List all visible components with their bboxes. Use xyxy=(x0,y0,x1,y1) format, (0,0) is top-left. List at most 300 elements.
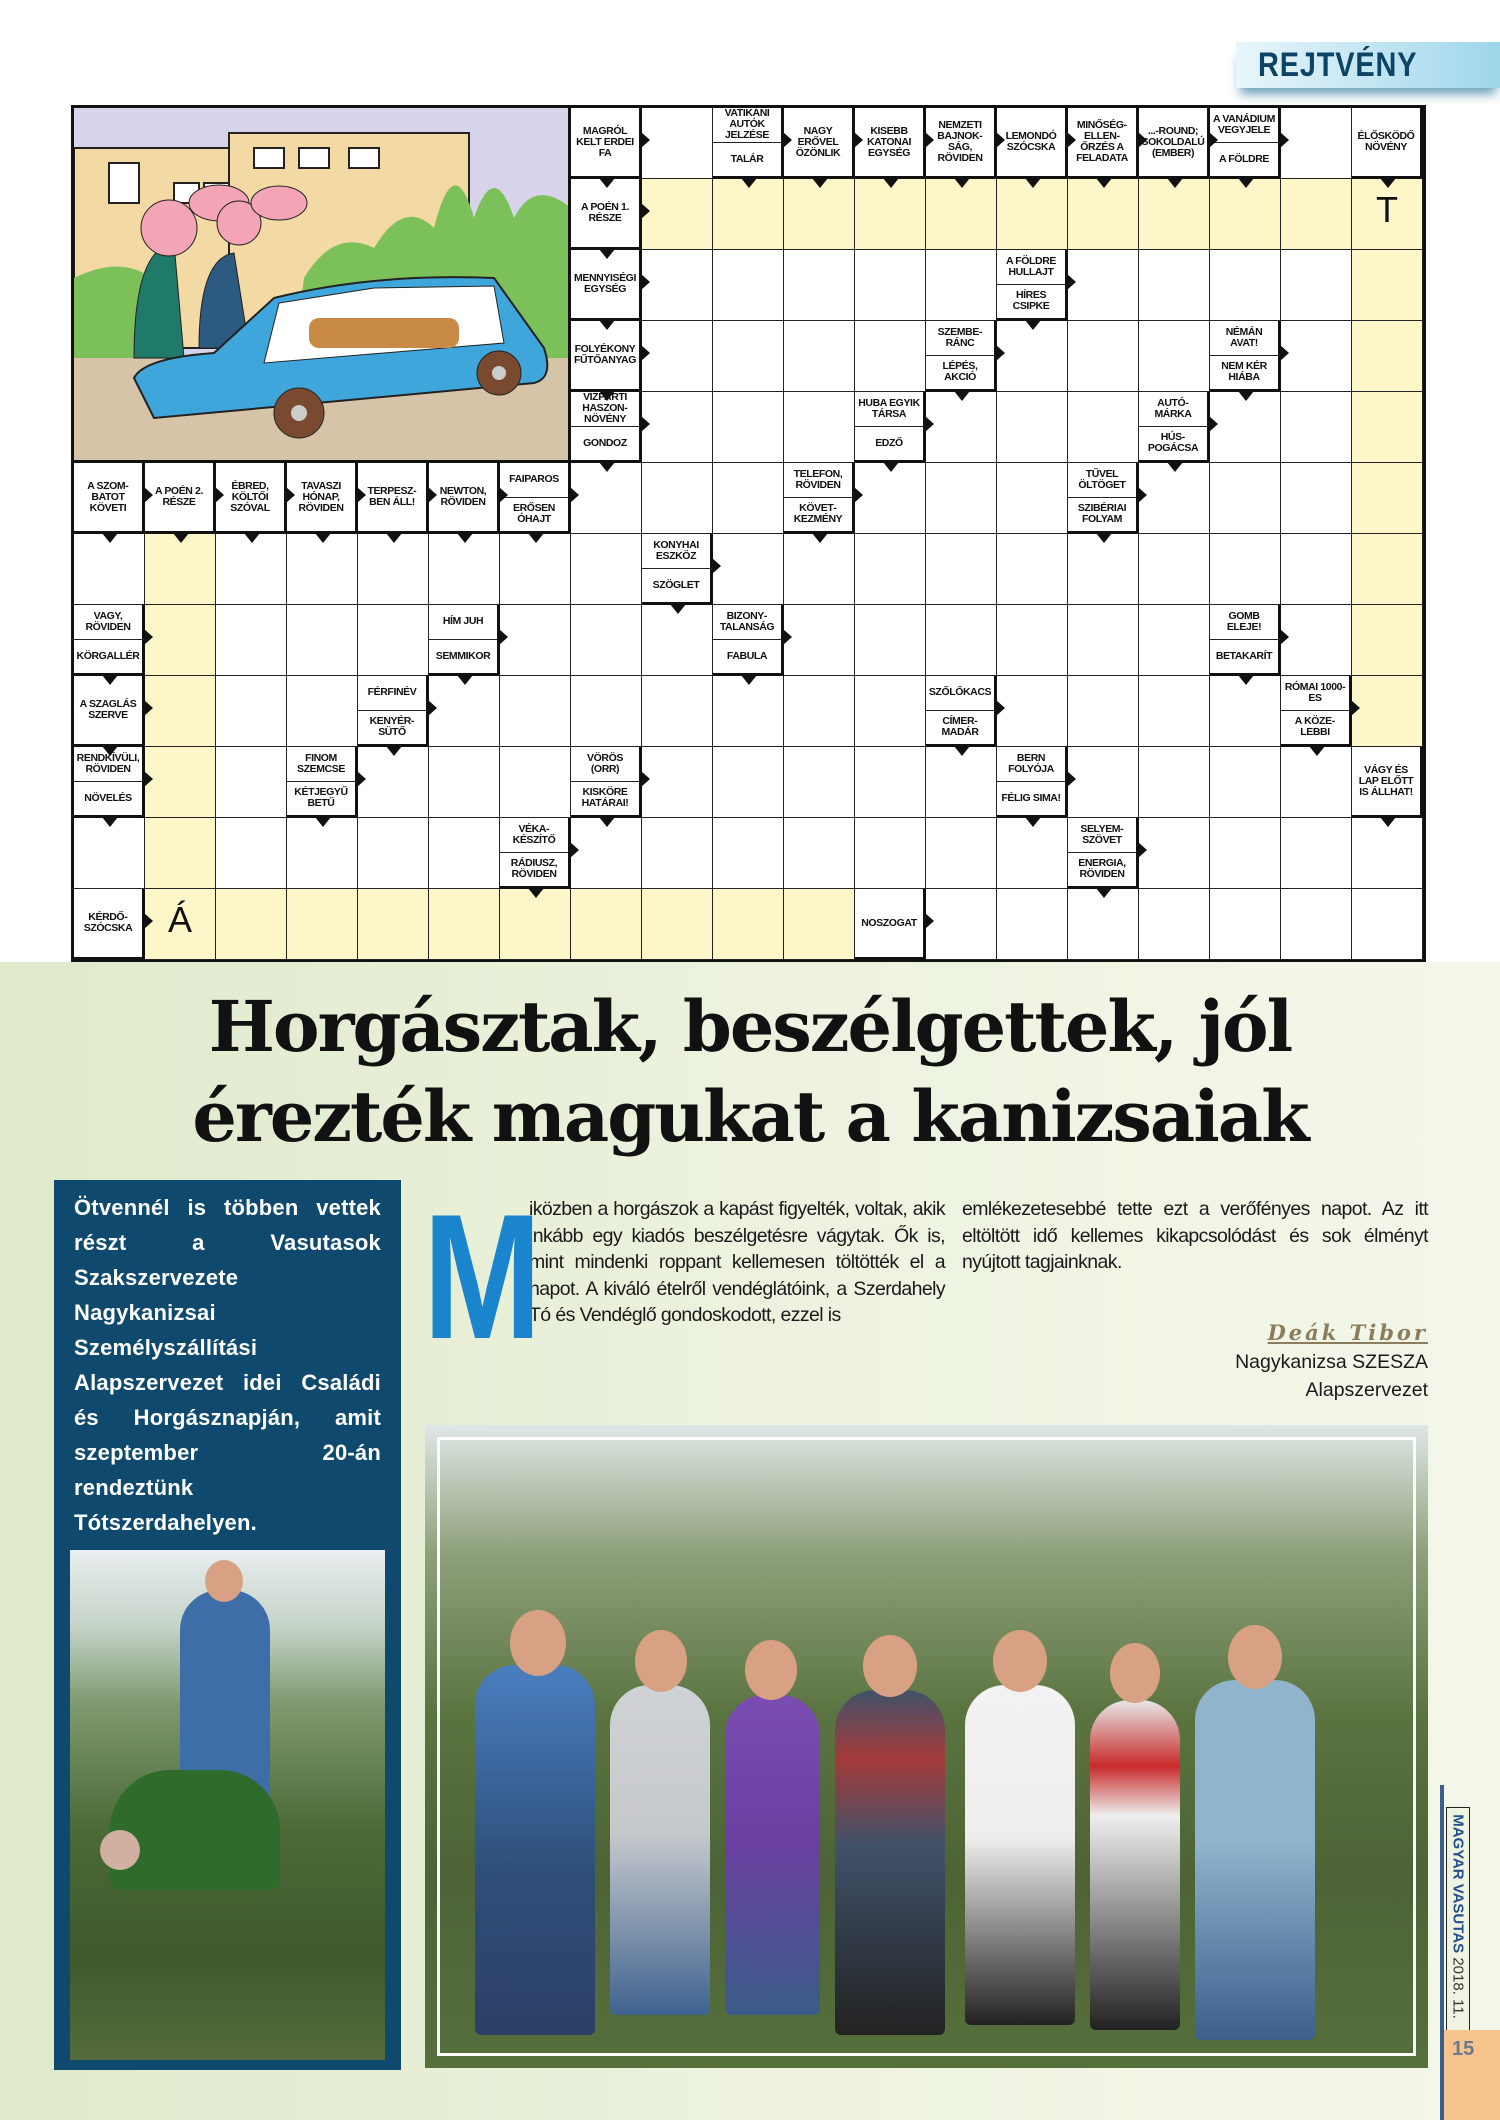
arrow-down-icon xyxy=(1096,178,1112,188)
crossword-clue-cell xyxy=(1068,108,1139,179)
crossword-cell[interactable] xyxy=(855,747,926,818)
arrow-right-icon xyxy=(499,629,508,645)
arrow-down-icon xyxy=(1167,462,1183,472)
crossword-cell[interactable] xyxy=(642,605,713,676)
arrow-down-icon xyxy=(457,533,473,543)
crossword-cell[interactable] xyxy=(287,605,358,676)
arrow-right-icon xyxy=(570,487,579,503)
arrow-down-icon xyxy=(528,533,544,543)
crossword-cell[interactable] xyxy=(1139,605,1210,676)
crossword-cell-solution[interactable] xyxy=(997,179,1068,250)
crossword-cell[interactable] xyxy=(855,250,926,321)
crossword-cell[interactable] xyxy=(1281,463,1352,534)
crossword-cell-solution[interactable] xyxy=(1210,179,1281,250)
arrow-right-icon xyxy=(499,487,508,503)
crossword-cell[interactable] xyxy=(997,889,1068,960)
crossword-cell[interactable] xyxy=(713,250,784,321)
crossword-cell-solution[interactable] xyxy=(145,534,216,605)
crossword-cell-solution[interactable] xyxy=(1352,179,1423,250)
crossword-cell[interactable] xyxy=(926,818,997,889)
crossword-clue-cell xyxy=(713,108,784,179)
crossword-cell[interactable] xyxy=(1068,321,1139,392)
crossword-cell[interactable] xyxy=(429,676,500,747)
crossword-clue: SZEMBERÁNC xyxy=(937,325,983,349)
arrow-right-icon xyxy=(286,487,295,503)
arrow-down-icon xyxy=(954,746,970,756)
arrow-right-icon xyxy=(357,487,366,503)
arrow-down-icon xyxy=(1096,888,1112,898)
crossword-cell[interactable] xyxy=(571,818,642,889)
crossword-cell-solution[interactable] xyxy=(429,889,500,960)
crossword-cell[interactable] xyxy=(1068,534,1139,605)
arrow-right-icon xyxy=(1280,132,1289,148)
crossword-cell[interactable] xyxy=(713,463,784,534)
photo-person-head xyxy=(635,1630,687,1692)
crossword-cell[interactable] xyxy=(1139,534,1210,605)
crossword-cell[interactable] xyxy=(855,676,926,747)
crossword-clue-cell xyxy=(571,747,642,818)
crossword-cell[interactable] xyxy=(713,321,784,392)
crossword-cell-solution[interactable] xyxy=(216,889,287,960)
crossword-cell[interactable] xyxy=(855,463,926,534)
crossword-cell[interactable] xyxy=(997,534,1068,605)
crossword-cell-solution[interactable] xyxy=(1139,179,1210,250)
crossword-cell[interactable] xyxy=(784,250,855,321)
crossword-cell[interactable] xyxy=(287,534,358,605)
crossword-cartoon xyxy=(74,108,571,463)
crossword-clue-cell xyxy=(74,605,145,676)
arrow-down-icon xyxy=(1167,178,1183,188)
crossword-clue-cell xyxy=(926,676,997,747)
crossword-clue-cell xyxy=(1210,108,1281,179)
crossword-clue-cell xyxy=(571,321,642,392)
crossword-clue: TALÁR xyxy=(713,142,781,177)
arrow-down-icon xyxy=(457,675,473,685)
crossword-cell[interactable] xyxy=(713,392,784,463)
crossword-cell[interactable] xyxy=(642,818,713,889)
crossword-cell[interactable] xyxy=(1281,534,1352,605)
crossword-clue: NÉMÁN AVAT! xyxy=(1225,325,1263,349)
crossword-cell[interactable] xyxy=(1281,250,1352,321)
arrow-right-icon xyxy=(570,842,579,858)
crossword-cell[interactable] xyxy=(642,676,713,747)
arrow-right-icon xyxy=(428,487,437,503)
arrow-right-icon xyxy=(1067,132,1076,148)
crossword-cell[interactable] xyxy=(74,534,145,605)
arrow-down-icon xyxy=(599,249,615,259)
crossword-cell-solution[interactable] xyxy=(571,889,642,960)
arrow-down-icon xyxy=(599,178,615,188)
crossword-cell[interactable] xyxy=(1139,676,1210,747)
arrow-right-icon xyxy=(925,416,934,432)
crossword-cell[interactable] xyxy=(1210,676,1281,747)
crossword-cell[interactable] xyxy=(1210,463,1281,534)
crossword-clue: VAGY, RÖVIDEN xyxy=(85,609,131,633)
crossword-clue: A KÖZELEBBI xyxy=(1281,710,1349,745)
crossword-cell-solution[interactable] xyxy=(145,889,216,960)
arrow-down-icon xyxy=(599,391,615,401)
crossword-cell[interactable] xyxy=(429,534,500,605)
arrow-down-icon xyxy=(386,533,402,543)
crossword-clue: KÖRGALLÉR xyxy=(74,639,142,674)
crossword-clue-cell xyxy=(1352,108,1423,179)
crossword-cell[interactable] xyxy=(997,463,1068,534)
crossword-cell[interactable] xyxy=(784,747,855,818)
crossword-clue-cell xyxy=(1139,392,1210,463)
photo-person xyxy=(835,1690,945,2035)
crossword-cell[interactable] xyxy=(500,605,571,676)
crossword-clue-cell xyxy=(358,463,429,534)
photo-person-head xyxy=(100,1830,140,1870)
crossword-clue: MINŐSÉGELLENŐRZÉS A FELADATA xyxy=(1076,119,1128,164)
arrow-down-icon xyxy=(315,817,331,827)
crossword-clue-cell xyxy=(287,463,358,534)
photo-person xyxy=(475,1665,595,2035)
crossword-cell[interactable] xyxy=(571,534,642,605)
arrow-down-icon xyxy=(1096,533,1112,543)
crossword-cell[interactable] xyxy=(713,676,784,747)
crossword-cell-solution[interactable] xyxy=(642,889,713,960)
crossword-clue: GONDOZ xyxy=(571,426,639,461)
crossword-clue: RÁDIUSZ, RÖVIDEN xyxy=(500,852,568,887)
article-body-1: iközben a horgászok a kapást figyelték, voltak, akik inkább egy kiadós beszélgetésre vágytak. Ők is, mint mindenki roppant kellemesen töltötték el a napot. A kiváló ételről vendéglátóink, a Szerdahely Tó és Vendéglő gondoskodott, ezzel is xyxy=(529,1198,945,1326)
arrow-down-icon xyxy=(102,533,118,543)
arrow-right-icon xyxy=(144,771,153,787)
crossword-cell[interactable] xyxy=(855,534,926,605)
crossword-cell[interactable] xyxy=(1281,392,1352,463)
crossword-clue-cell xyxy=(74,747,145,818)
crossword-cell[interactable] xyxy=(713,747,784,818)
crossword-cell[interactable] xyxy=(784,676,855,747)
arrow-right-icon xyxy=(712,558,721,574)
crossword-cell-solution[interactable] xyxy=(713,889,784,960)
crossword-cell[interactable] xyxy=(358,534,429,605)
crossword-clue-cell xyxy=(1139,108,1210,179)
arrow-right-icon xyxy=(215,487,224,503)
crossword-cell-solution[interactable] xyxy=(784,889,855,960)
crossword-cell[interactable] xyxy=(1210,747,1281,818)
arrow-right-icon xyxy=(1067,771,1076,787)
arrow-right-icon xyxy=(641,416,650,432)
crossword-clue: RÓMAI 1000-ES xyxy=(1284,680,1346,704)
crossword-cell-solution[interactable] xyxy=(855,179,926,250)
crossword-clue-cell xyxy=(713,605,784,676)
crossword-clue: ERŐSEN ÓHAJT xyxy=(500,497,568,532)
crossword-clue-cell xyxy=(1210,321,1281,392)
arrow-right-icon xyxy=(641,132,650,148)
crossword-clue: GOMB ELEJE! xyxy=(1226,609,1262,633)
crossword-cell[interactable] xyxy=(642,250,713,321)
crossword-clue: HUBA EGYIK TÁRSA xyxy=(858,396,920,420)
photo-person xyxy=(1195,1680,1315,2040)
crossword-cell[interactable] xyxy=(358,747,429,818)
crossword-cell-solution[interactable] xyxy=(1352,463,1423,534)
crossword-clue-cell xyxy=(997,747,1068,818)
crossword-cell[interactable] xyxy=(216,676,287,747)
crossword-cell[interactable] xyxy=(926,250,997,321)
crossword-clue: VÖRÖS (ORR) xyxy=(587,751,623,775)
crossword-cell[interactable] xyxy=(642,321,713,392)
crossword-clue: MAGRÓL KELT ERDEI FA xyxy=(576,124,634,159)
cartoon-illustration xyxy=(74,108,571,463)
crossword-cell-solution[interactable] xyxy=(145,605,216,676)
arrow-down-icon xyxy=(315,533,331,543)
crossword-cell[interactable] xyxy=(216,534,287,605)
crossword-cell[interactable] xyxy=(784,392,855,463)
crossword-cell[interactable] xyxy=(500,534,571,605)
crossword-cell[interactable] xyxy=(713,534,784,605)
crossword-cell[interactable] xyxy=(500,676,571,747)
crossword-cell[interactable] xyxy=(358,818,429,889)
arrow-right-icon xyxy=(1138,132,1147,148)
crossword-cell[interactable] xyxy=(1210,250,1281,321)
crossword-cell[interactable] xyxy=(1281,818,1352,889)
crossword-clue-cell xyxy=(571,392,642,463)
crossword-clue: FAIPAROS xyxy=(509,473,559,486)
crossword-cell[interactable] xyxy=(1139,463,1210,534)
arrow-down-icon xyxy=(741,675,757,685)
arrow-down-icon xyxy=(1238,675,1254,685)
arrow-right-icon xyxy=(1351,700,1360,716)
crossword-cell[interactable] xyxy=(1281,605,1352,676)
crossword-cell-solution[interactable] xyxy=(1352,392,1423,463)
crossword-cell[interactable] xyxy=(1281,108,1352,179)
arrow-right-icon xyxy=(144,487,153,503)
photo-person-head xyxy=(1110,1643,1160,1703)
crossword-cell[interactable] xyxy=(1068,747,1139,818)
article-column-1 xyxy=(423,1177,945,1376)
crossword-cell[interactable] xyxy=(500,747,571,818)
crossword-cell[interactable] xyxy=(784,818,855,889)
crossword-cell-solution[interactable] xyxy=(1352,250,1423,321)
photo-person xyxy=(725,1695,820,2015)
crossword-cell[interactable] xyxy=(997,321,1068,392)
photo-person-head xyxy=(205,1560,243,1602)
crossword-clue-cell xyxy=(1210,605,1281,676)
crossword-cell[interactable] xyxy=(1068,889,1139,960)
arrow-down-icon xyxy=(102,746,118,756)
crossword-cell-solution[interactable] xyxy=(784,179,855,250)
crossword-clue: KÉTJEGYŰ BETŰ xyxy=(287,781,355,816)
crossword-cell[interactable] xyxy=(216,605,287,676)
arrow-right-icon xyxy=(144,913,153,929)
crossword-cell[interactable] xyxy=(926,889,997,960)
crossword-cell[interactable] xyxy=(216,818,287,889)
arrow-right-icon xyxy=(641,345,650,361)
crossword-clue-cell xyxy=(287,747,358,818)
crossword-cell[interactable] xyxy=(926,605,997,676)
dropcap: M xyxy=(423,1177,542,1376)
arrow-right-icon xyxy=(1067,274,1076,290)
arrow-right-icon xyxy=(1138,842,1147,858)
crossword-clue: LÉPÉS, AKCIÓ xyxy=(926,355,994,390)
arrow-down-icon xyxy=(599,320,615,330)
crossword-cell[interactable] xyxy=(997,605,1068,676)
crossword-cell[interactable] xyxy=(429,818,500,889)
crossword-cell[interactable] xyxy=(1068,676,1139,747)
crossword-clue: MENNYISÉGI EGYSÉG xyxy=(574,272,636,295)
crossword-clue: NEMZETI BAJNOKSÁG, RÖVIDEN xyxy=(937,119,983,164)
crossword-cell[interactable] xyxy=(997,818,1068,889)
crossword-cell[interactable] xyxy=(1139,889,1210,960)
crossword-clue-cell xyxy=(855,392,926,463)
crossword-cell-solution[interactable] xyxy=(1352,534,1423,605)
arrow-down-icon xyxy=(386,746,402,756)
crossword-cell[interactable] xyxy=(74,818,145,889)
crossword-clue-cell xyxy=(642,534,713,605)
crossword-clue-cell xyxy=(571,250,642,321)
crossword-cell[interactable] xyxy=(1068,392,1139,463)
photo-fishing xyxy=(70,1550,385,2060)
crossword-cell[interactable] xyxy=(784,321,855,392)
crossword-cell[interactable] xyxy=(926,463,997,534)
crossword-clue: SZIBÉRIAI FOLYAM xyxy=(1068,497,1136,532)
crossword-cell[interactable] xyxy=(1139,321,1210,392)
arrow-down-icon xyxy=(528,888,544,898)
crossword-cell[interactable] xyxy=(642,108,713,179)
crossword-cell[interactable] xyxy=(642,463,713,534)
crossword-cell[interactable] xyxy=(1068,605,1139,676)
crossword-cell[interactable] xyxy=(855,605,926,676)
crossword-cell[interactable] xyxy=(784,605,855,676)
publication-name: MAGYAR VASUTAS xyxy=(1449,1814,1467,1954)
crossword-clue: A FÖLDRE HULLAJT xyxy=(1005,254,1057,278)
crossword-cell[interactable] xyxy=(1210,392,1281,463)
arrow-right-icon xyxy=(1138,487,1147,503)
crossword-cell-solution[interactable] xyxy=(1352,321,1423,392)
crossword-clue: KÉRDŐSZÓCSKA xyxy=(83,911,133,934)
crossword-clue-cell xyxy=(74,889,145,960)
crossword-clue-cell xyxy=(429,463,500,534)
crossword-clue-cell xyxy=(216,463,287,534)
crossword-cell[interactable] xyxy=(784,534,855,605)
arrow-down-icon xyxy=(954,178,970,188)
crossword-cell-solution[interactable] xyxy=(358,889,429,960)
arrow-down-icon xyxy=(599,462,615,472)
crossword-cell[interactable] xyxy=(358,605,429,676)
crossword-cell[interactable] xyxy=(429,747,500,818)
crossword-cell[interactable] xyxy=(287,676,358,747)
crossword-cell[interactable] xyxy=(1139,747,1210,818)
crossword-cell[interactable] xyxy=(1210,889,1281,960)
crossword-cell[interactable] xyxy=(571,676,642,747)
crossword-cell[interactable] xyxy=(1281,321,1352,392)
crossword-cell-solution[interactable] xyxy=(713,179,784,250)
arrow-right-icon xyxy=(641,274,650,290)
arrow-down-icon xyxy=(102,675,118,685)
arrow-down-icon xyxy=(1025,178,1041,188)
crossword-cell-solution[interactable] xyxy=(287,889,358,960)
crossword-cell-solution[interactable] xyxy=(1068,179,1139,250)
crossword-cell[interactable] xyxy=(713,818,784,889)
arrow-right-icon xyxy=(996,345,1005,361)
arrow-down-icon xyxy=(1025,817,1041,827)
signature xyxy=(1235,1320,1428,1404)
article-title-line2: érezték magukat a kanizsaiak xyxy=(192,1075,1308,1158)
crossword-cell-solution[interactable] xyxy=(145,676,216,747)
crossword-cell[interactable] xyxy=(1352,889,1423,960)
crossword-clue-cell xyxy=(784,463,855,534)
crossword-clue-cell xyxy=(74,463,145,534)
crossword-cell[interactable] xyxy=(926,392,997,463)
crossword-cell[interactable] xyxy=(642,747,713,818)
crossword-cell[interactable] xyxy=(1210,818,1281,889)
crossword-given-letter: Á xyxy=(167,899,192,940)
crossword-cell-solution[interactable] xyxy=(1352,676,1423,747)
crossword-clue-cell xyxy=(926,321,997,392)
crossword-clue: ...-ROUND; SOKOLDALÚ (EMBER) xyxy=(1141,124,1205,159)
crossword-cell[interactable] xyxy=(997,392,1068,463)
crossword-clue: ÉLŐSKÖDŐ NÖVÉNY xyxy=(1357,130,1415,153)
crossword-cell[interactable] xyxy=(1281,889,1352,960)
crossword-cell[interactable] xyxy=(1281,747,1352,818)
crossword-cell[interactable] xyxy=(571,605,642,676)
crossword-clue-cell xyxy=(855,889,926,960)
crossword-cell[interactable] xyxy=(855,321,926,392)
crossword-cell[interactable] xyxy=(1352,818,1423,889)
crossword-cell[interactable] xyxy=(926,747,997,818)
crossword-clue: VATIKÁNI AUTÓK JELZÉSE xyxy=(724,108,770,142)
crossword-cell-solution[interactable] xyxy=(145,747,216,818)
crossword-cell[interactable] xyxy=(216,747,287,818)
crossword-cell[interactable] xyxy=(855,818,926,889)
crossword-clue-cell xyxy=(1068,463,1139,534)
crossword-clue: NEM KÉR HIÁBA xyxy=(1210,355,1278,390)
crossword-cell[interactable] xyxy=(1139,818,1210,889)
crossword-cell-solution[interactable] xyxy=(642,179,713,250)
photo-person-head xyxy=(993,1630,1047,1692)
crossword-cell[interactable] xyxy=(287,818,358,889)
crossword-cell[interactable] xyxy=(997,676,1068,747)
crossword-clue-cell xyxy=(1281,676,1352,747)
arrow-down-icon xyxy=(1380,817,1396,827)
crossword-clue: FINOM SZEMCSE xyxy=(297,751,345,775)
publication-label xyxy=(1446,1807,1470,2031)
crossword-clue: A POÉN 2. RÉSZE xyxy=(155,485,203,508)
crossword-cell[interactable] xyxy=(1068,250,1139,321)
arrow-down-icon xyxy=(1380,178,1396,188)
arrow-right-icon xyxy=(144,629,153,645)
crossword-cell-solution[interactable] xyxy=(1352,605,1423,676)
article-title-line1: Horgásztak, beszélgettek, jól xyxy=(208,985,1292,1068)
crossword-clue: BIZONYTALANSÁG xyxy=(719,609,775,633)
crossword-cell-solution[interactable] xyxy=(926,179,997,250)
crossword-cell-solution[interactable] xyxy=(1281,179,1352,250)
lead-box xyxy=(54,1180,401,2070)
crossword-clue: TERPESZBEN ÁLL! xyxy=(367,485,417,508)
crossword-clue: HÍRES CSIPKE xyxy=(997,284,1065,319)
crossword-cell[interactable] xyxy=(1139,250,1210,321)
crossword-clue: KISEBB KATONAI EGYSÉG xyxy=(866,124,912,159)
arrow-right-icon xyxy=(641,203,650,219)
crossword-cell[interactable] xyxy=(571,463,642,534)
crossword-cell[interactable] xyxy=(642,392,713,463)
author-org: Nagykanizsa SZESZA xyxy=(1235,1351,1428,1373)
publication-issue: 2018. 11. xyxy=(1449,1957,1467,2019)
crossword-clue: A VANÁDIUM VEGYJELE xyxy=(1213,112,1275,136)
crossword-clue-cell xyxy=(997,250,1068,321)
crossword-cell[interactable] xyxy=(1210,534,1281,605)
crossword-clue: NÖVELÉS xyxy=(74,781,142,816)
arrow-right-icon xyxy=(1280,345,1289,361)
crossword-clue: CÍMERMADÁR xyxy=(926,710,994,745)
crossword-cell[interactable] xyxy=(926,534,997,605)
crossword-clue-cell xyxy=(571,179,642,250)
crossword-cell-solution[interactable] xyxy=(500,889,571,960)
crossword-cell-solution[interactable] xyxy=(145,818,216,889)
crossword-clue: BERN FOLYÓJA xyxy=(1008,751,1054,775)
arrow-down-icon xyxy=(1238,178,1254,188)
